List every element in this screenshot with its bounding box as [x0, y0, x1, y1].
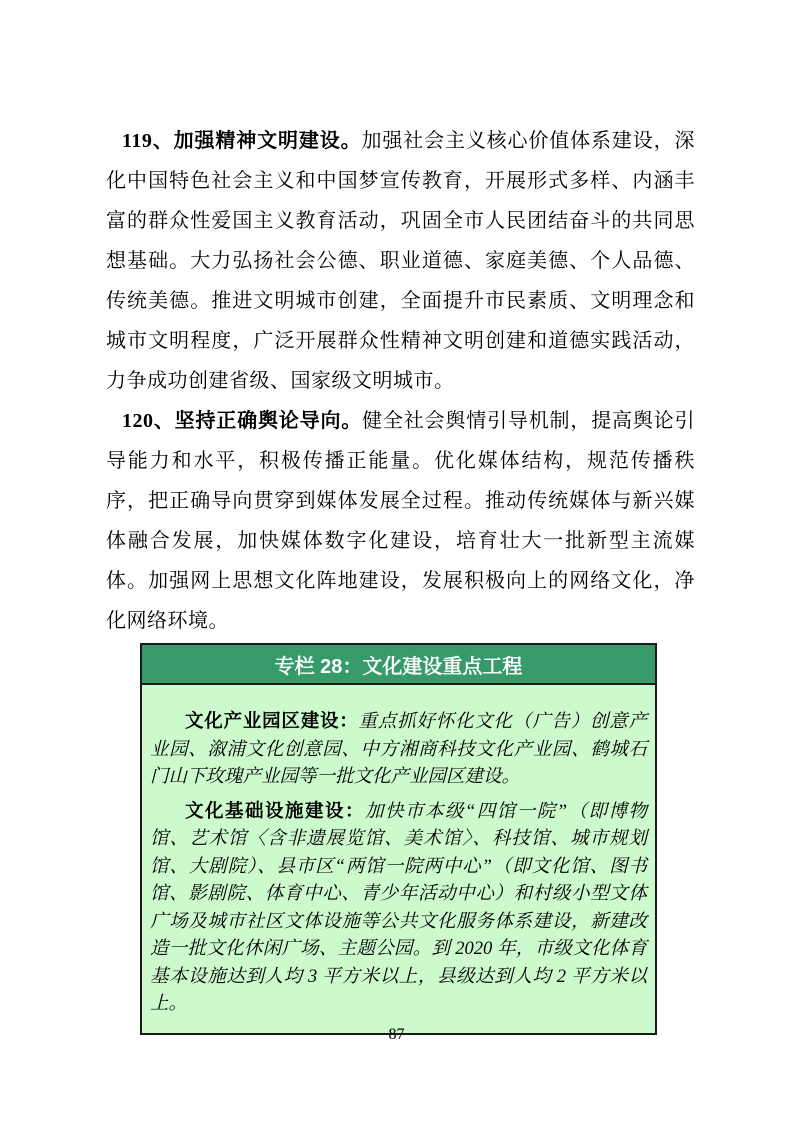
paragraph-119-text: 加强社会主义核心价值体系建设，深化中国特色社会主义和中国梦宣传教育，开展形式多样、内涵丰富的群众性爱国主义教育活动，巩固全市人民团结奋斗的共同思想基础。大力弘扬社会公德、职业道德、家庭美德、个人品德、传统美德。推进文明城市创建，全面提升市民素质、文明理念和城市文明程度，广泛开展群众性精神文明创建和道德实践活动，力争成功创建省级、国家级文明城市。: [106, 130, 696, 392]
page-number: 87: [388, 1026, 405, 1043]
callout-item-industry-parks: [150, 707, 647, 792]
callout-item-industry-parks-lead: 文化产业园区建设：: [185, 710, 359, 731]
paragraph-119-heading: 119、加强精神文明建设。: [122, 130, 362, 152]
paragraph-120: [106, 401, 695, 641]
page-content: [106, 121, 695, 1035]
callout-header: [142, 645, 655, 685]
callout-title: 专栏 28：文化建设重点工程: [274, 655, 523, 678]
callout-item-infrastructure-lead: 文化基础设施建设：: [185, 799, 365, 821]
paragraph-120-heading: 120、坚持正确舆论导向。: [122, 410, 363, 432]
paragraph-120-text: 健全社会舆情引导机制，提高舆论引导能力和水平，积极传播正能量。优化媒体结构，规范传播秩序，把正确导向贯穿到媒体发展全过程。推动传统媒体与新兴媒体融合发展，加快媒体数字化建设，培育壮大一批新型主流媒体。加强网上思想文化阵地建设，发展积极向上的网络文化，净化网络环境。: [106, 410, 696, 632]
paragraph-119: [106, 121, 695, 401]
callout-item-infrastructure: [150, 797, 647, 1019]
callout-item-industry-parks-text: 重点抓好怀化文化（广告）创意产业园、溆浦文化创意园、中方湘商科技文化产业园、鹤城石门山下玫瑰产业园等一批文化产业园区建设。: [150, 712, 647, 787]
callout-box-culture-projects: [140, 643, 657, 1035]
callout-body: [142, 685, 655, 1033]
callout-item-infrastructure-text: 加快市本级“四馆一院”（即博物馆、艺术馆〈含非遗展览馆、美术馆〉、科技馆、城市规划馆、大剧院）、县市区“两馆一院两中心”（即文化馆、图书馆、影剧院、体育中心、青少年活动中心）和村级小型文体广场及城市社区文体设施等公共文化服务体系建设，新建改造一批文化休闲广场、主题公园。到 2020 年，市级文化体育基本设施达到人均 3 平方米以上，县级达到人均 2 平方米以上。: [150, 801, 647, 1014]
